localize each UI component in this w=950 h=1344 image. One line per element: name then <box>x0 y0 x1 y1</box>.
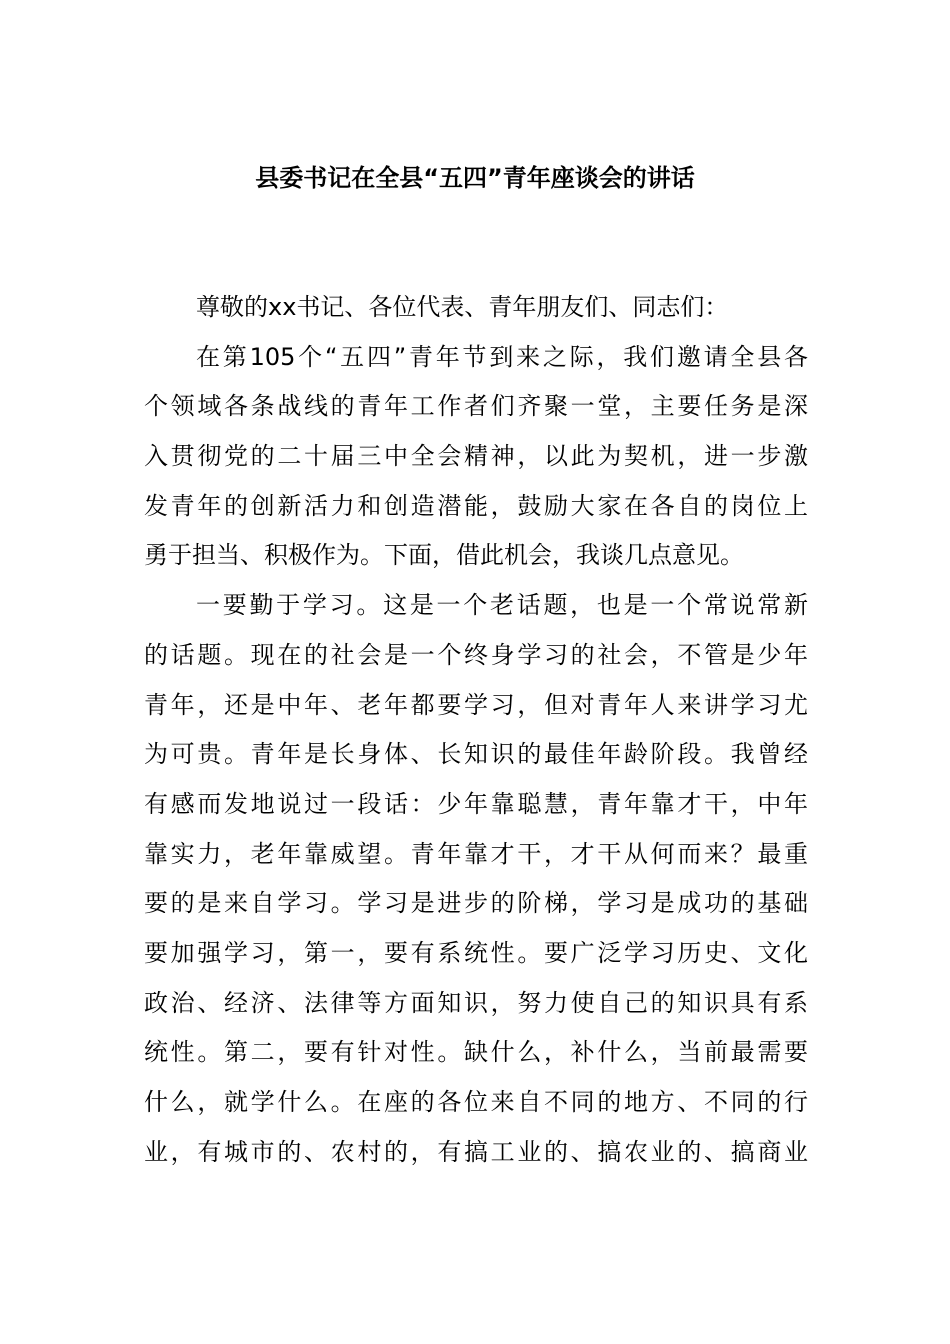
document-title: 县委书记在全县“五四”青年座谈会的讲话 <box>255 164 695 192</box>
paragraph-line: 有感而发地说过一段话：少年靠聪慧，青年靠才干，中年 <box>144 789 808 818</box>
paragraph-line: 为可贵。青年是长身体、长知识的最佳年龄阶段。我曾经 <box>144 740 808 769</box>
paragraph-line: 政治、经济、法律等方面知识，努力使自己的知识具有系 <box>144 988 808 1017</box>
paragraph-line: 在第105个“五四”青年节到来之际，我们邀请全县各 <box>196 342 808 371</box>
paragraph-line: 个领域各条战线的青年工作者们齐聚一堂，主要任务是深 <box>144 392 808 421</box>
document-body <box>144 283 808 1177</box>
paragraph-line: 什么，就学什么。在座的各位来自不同的地方、不同的行 <box>144 1088 808 1116</box>
paragraph-line: 的话题。现在的社会是一个终身学习的社会，不管是少年 <box>144 640 808 669</box>
paragraph-line: 靠实力，老年靠威望。青年靠才干，才干从何而来？最重 <box>144 839 808 868</box>
salutation-line: 尊敬的xx书记、各位代表、青年朋友们、同志们： <box>196 293 729 321</box>
paragraph-line: 一要勤于学习。这是一个老话题，也是一个常说常新 <box>196 591 808 620</box>
paragraph-line: 要的是来自学习。学习是进步的阶梯，学习是成功的基础 <box>144 889 808 918</box>
paragraph-line: 要加强学习，第一，要有系统性。要广泛学习历史、文化 <box>144 938 808 967</box>
paragraph-line: 统性。第二，要有针对性。缺什么，补什么，当前最需要 <box>144 1038 808 1067</box>
paragraph-line: 发青年的创新活力和创造潜能，鼓励大家在各自的岗位上 <box>144 491 808 520</box>
paragraph-line: 入贯彻党的二十届三中全会精神，以此为契机，进一步激 <box>144 442 808 471</box>
paragraph-line: 青年，还是中年、老年都要学习，但对青年人来讲学习尤 <box>144 690 808 719</box>
paragraph-line: 勇于担当、积极作为。下面，借此机会，我谈几点意见。 <box>144 541 744 570</box>
paragraph-line: 业，有城市的、农村的，有搞工业的、搞农业的、搞商业 <box>144 1137 808 1166</box>
